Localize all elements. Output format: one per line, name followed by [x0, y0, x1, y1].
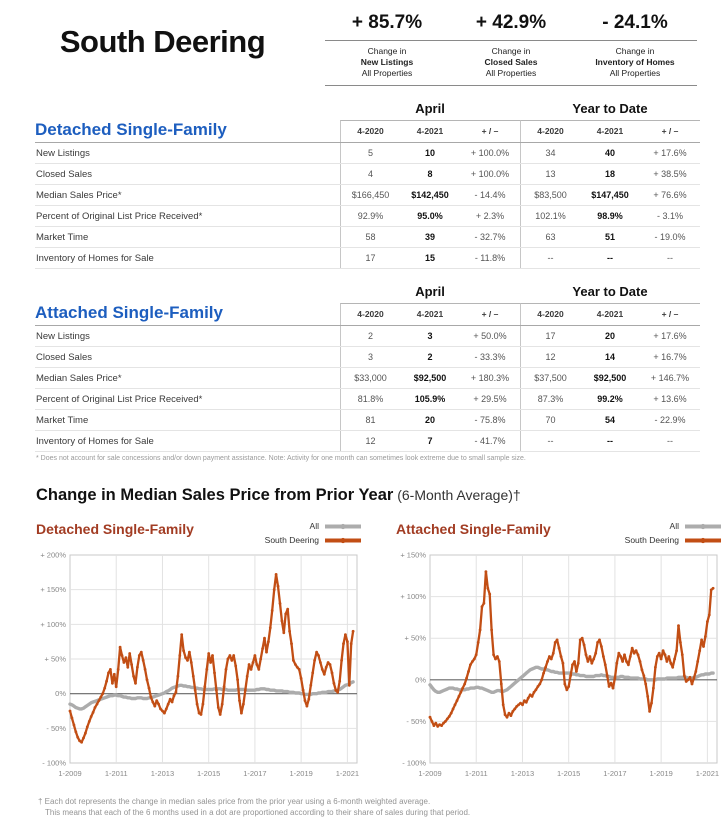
table-cell: 10 — [424, 147, 435, 158]
group-header-ytd: Year to Date — [572, 101, 648, 116]
table-cell: -- — [667, 435, 673, 446]
line-chart-detached — [30, 549, 364, 786]
legend-line-south-deering-icon — [324, 536, 362, 545]
stat-inventory-label — [573, 46, 697, 79]
charts-section-title — [36, 486, 725, 505]
table-cell: 2 — [427, 351, 433, 362]
table-cell: 40 — [604, 147, 615, 158]
table-cell: 2 — [340, 326, 400, 346]
table-row — [35, 326, 700, 347]
stat-inventory-value: - 24.1% — [602, 12, 668, 33]
summary-stat-descriptions — [325, 41, 697, 85]
svg-text:- 50%: - 50% — [406, 716, 426, 726]
table-cell: 13 — [520, 164, 580, 184]
table-row — [35, 431, 700, 452]
table-cell: + 146.7% — [650, 372, 690, 383]
row-label: Inventory of Homes for Sale — [36, 252, 154, 264]
table-cell: - 11.8% — [474, 252, 506, 263]
table-detached-single-family — [35, 99, 700, 269]
table-cell: 81 — [340, 410, 400, 430]
chart-canvas-attached — [390, 549, 724, 781]
stat-desc-line: All Properties — [361, 68, 413, 78]
legend-line-south-deering-icon — [684, 536, 722, 545]
table-cell: 14 — [604, 351, 615, 362]
chart-panel-detached — [30, 509, 364, 786]
table-footnote: * Does not account for sale concessions and/or down payment assistance. Note: Activity for one month can sometimes look extreme due to small sample size. — [36, 455, 526, 462]
table-cell: -- — [520, 431, 580, 451]
stat-desc-line: Inventory of Homes — [595, 57, 675, 67]
table-cell: + 100.0% — [470, 147, 510, 158]
table-subheader-row — [35, 120, 700, 143]
table-cell: 3 — [340, 347, 400, 367]
table-cell: 99.2% — [597, 393, 623, 404]
table-row — [35, 410, 700, 431]
stat-desc-line: All Properties — [609, 68, 661, 78]
svg-text:+ 100%: + 100% — [40, 619, 66, 629]
table-cell: 34 — [520, 143, 580, 163]
table-row — [35, 347, 700, 368]
report-header — [0, 0, 725, 86]
group-header-april: April — [415, 101, 445, 116]
column-header: 4-2021 — [400, 120, 460, 142]
page-title: South Deering — [59, 24, 266, 59]
table-cell: 95.0% — [417, 210, 443, 221]
column-header: + / – — [640, 303, 700, 325]
table-cell: 54 — [604, 414, 615, 425]
section-title-detached: Detached Single-Family — [35, 120, 227, 139]
svg-text:+ 50%: + 50% — [404, 633, 426, 643]
summary-stat-values — [325, 10, 697, 40]
table-cell: -- — [667, 252, 673, 263]
table-row — [35, 164, 700, 185]
table-cell: + 76.6% — [653, 189, 687, 200]
table-row — [35, 248, 700, 269]
legend-label-south-deering: South Deering — [264, 535, 319, 545]
column-header: 4-2020 — [340, 303, 400, 325]
table-cell: 5 — [340, 143, 400, 163]
charts-title-bold: Change in Median Sales Price from Prior Year — [36, 486, 394, 504]
svg-text:+ 200%: + 200% — [40, 550, 66, 560]
table-cell: -- — [607, 252, 613, 263]
svg-text:1-2011: 1-2011 — [104, 769, 128, 778]
svg-text:1-2017: 1-2017 — [603, 769, 627, 778]
chart-footnote-line1: † Each dot represents the change in median sales price from the prior year using a 6-month weighted average. — [38, 797, 431, 806]
svg-text:1-2021: 1-2021 — [695, 769, 720, 778]
stat-closed-sales-label — [449, 46, 573, 79]
table-subheader-row — [35, 303, 700, 326]
svg-text:1-2015: 1-2015 — [557, 769, 581, 778]
table-cell: 7 — [427, 435, 433, 446]
table-cell: $83,500 — [520, 185, 580, 205]
table-cell: $92,500 — [413, 372, 447, 383]
chart-title-detached: Detached Single-Family — [36, 521, 194, 537]
table-cell: 39 — [424, 231, 435, 242]
group-header-april: April — [415, 284, 445, 299]
table-cell: + 17.6% — [653, 147, 687, 158]
table-cell: + 13.6% — [653, 393, 687, 404]
table-cell: 51 — [604, 231, 615, 242]
stat-new-listings-label — [325, 46, 449, 79]
legend-label-all: All — [309, 521, 319, 531]
stat-desc-line: Closed Sales — [484, 57, 538, 67]
charts-title-light: (6-Month Average)† — [393, 487, 521, 503]
table-cell: $37,500 — [520, 368, 580, 388]
table-cell: $166,450 — [340, 185, 400, 205]
column-header: 4-2020 — [520, 120, 580, 142]
table-cell: 58 — [340, 227, 400, 247]
svg-text:- 100%: - 100% — [42, 758, 66, 768]
column-header: 4-2020 — [340, 120, 400, 142]
stat-desc-line: Change in — [491, 46, 531, 56]
row-label: Percent of Original List Price Received* — [36, 393, 203, 405]
stat-desc-line: Change in — [367, 46, 407, 56]
row-label: Inventory of Homes for Sale — [36, 435, 154, 447]
table-cell: 20 — [604, 330, 615, 341]
table-cell: 17 — [520, 326, 580, 346]
row-label: New Listings — [36, 330, 90, 342]
table-row — [35, 185, 700, 206]
svg-text:0%: 0% — [415, 675, 426, 685]
line-chart-attached — [390, 549, 724, 786]
stat-desc-line: Change in — [615, 46, 655, 56]
svg-text:+ 50%: + 50% — [44, 654, 66, 664]
table-cell: $142,450 — [411, 189, 449, 200]
row-label: Percent of Original List Price Received* — [36, 210, 203, 222]
table-cell: + 180.3% — [470, 372, 510, 383]
column-header: 4-2021 — [580, 120, 640, 142]
group-header-ytd: Year to Date — [572, 284, 648, 299]
row-label: Closed Sales — [36, 168, 92, 180]
legend-item-south-deering — [265, 533, 362, 547]
table-cell: + 50.0% — [473, 330, 507, 341]
table-cell: 3 — [427, 330, 433, 341]
legend-line-all-icon — [324, 522, 362, 531]
chart-canvas-detached — [30, 549, 364, 781]
table-cell: 63 — [520, 227, 580, 247]
table-attached-single-family — [35, 282, 700, 452]
column-header: + / – — [460, 120, 520, 142]
table-cell: - 33.3% — [474, 351, 506, 362]
table-cell: - 22.9% — [654, 414, 686, 425]
table-cell: 12 — [520, 347, 580, 367]
table-row — [35, 368, 700, 389]
table-row — [35, 206, 700, 227]
chart-legend — [625, 519, 722, 547]
table-body — [35, 326, 700, 452]
table-cell: + 100.0% — [470, 168, 510, 179]
summary-stats — [325, 10, 697, 86]
svg-text:1-2019: 1-2019 — [289, 769, 313, 778]
row-label: New Listings — [36, 147, 90, 159]
legend-line-all-icon — [684, 522, 722, 531]
table-cell: $147,450 — [591, 189, 629, 200]
table-cell: 81.8% — [340, 389, 400, 409]
table-cell: + 17.6% — [653, 330, 687, 341]
column-header: + / – — [460, 303, 520, 325]
svg-text:0%: 0% — [55, 689, 66, 699]
row-label: Median Sales Price* — [36, 189, 122, 201]
chart-panels — [30, 509, 720, 786]
svg-text:1-2013: 1-2013 — [510, 769, 535, 778]
chart-panel-attached — [390, 509, 724, 786]
legend-label-south-deering: South Deering — [624, 535, 679, 545]
row-label: Median Sales Price* — [36, 372, 122, 384]
chart-panel-header — [390, 509, 724, 547]
table-cell: $33,000 — [340, 368, 400, 388]
table-cell: 87.3% — [520, 389, 580, 409]
table-cell: 102.1% — [520, 206, 580, 226]
table-cell: - 75.8% — [474, 414, 506, 425]
table-cell: 12 — [340, 431, 400, 451]
chart-footnote-line2: This means that each of the 6 months used in a dot are proportioned according to their share of sales during that period. — [45, 808, 471, 817]
svg-text:- 100%: - 100% — [402, 758, 426, 768]
table-cell: 70 — [520, 410, 580, 430]
legend-item-all — [670, 519, 722, 533]
table-cell: + 16.7% — [653, 351, 687, 362]
svg-text:1-2019: 1-2019 — [649, 769, 673, 778]
table-row — [35, 143, 700, 164]
table-cell: - 32.7% — [474, 231, 506, 242]
stat-new-listings-value: + 85.7% — [351, 12, 423, 33]
table-cell: + 29.5% — [473, 393, 507, 404]
table-cell: 15 — [424, 252, 435, 263]
table-cell: - 41.7% — [474, 435, 506, 446]
chart-title-attached: Attached Single-Family — [396, 521, 551, 537]
row-label: Closed Sales — [36, 351, 92, 363]
column-header: 4-2021 — [400, 303, 460, 325]
table-cell: 8 — [427, 168, 433, 179]
table-cell: 4 — [340, 164, 400, 184]
table-row — [35, 227, 700, 248]
svg-text:1-2017: 1-2017 — [243, 769, 267, 778]
stat-desc-line: All Properties — [485, 68, 537, 78]
table-cell: + 38.5% — [653, 168, 687, 179]
table-cell: $92,500 — [593, 372, 627, 383]
row-label: Market Time — [36, 231, 89, 243]
svg-text:1-2011: 1-2011 — [464, 769, 488, 778]
svg-text:1-2021: 1-2021 — [335, 769, 360, 778]
table-cell: 18 — [604, 168, 615, 179]
svg-text:1-2009: 1-2009 — [418, 769, 442, 778]
table-cell: 17 — [340, 248, 400, 268]
table-group-header-row — [35, 99, 700, 120]
table-cell: - 3.1% — [656, 210, 683, 221]
divider — [325, 85, 697, 86]
table-cell: + 2.3% — [475, 210, 505, 221]
svg-text:1-2013: 1-2013 — [150, 769, 175, 778]
table-group-header-row — [35, 282, 700, 303]
table-cell: - 19.0% — [654, 231, 686, 242]
chart-legend — [265, 519, 362, 547]
legend-label-all: All — [669, 521, 679, 531]
table-cell: - 14.4% — [474, 189, 506, 200]
table-row — [35, 389, 700, 410]
column-header: 4-2021 — [580, 303, 640, 325]
svg-text:- 50%: - 50% — [46, 723, 66, 733]
row-label: Market Time — [36, 414, 89, 426]
table-cell: -- — [520, 248, 580, 268]
svg-text:+ 150%: + 150% — [40, 585, 66, 595]
chart-footnote — [38, 796, 725, 818]
svg-text:1-2015: 1-2015 — [197, 769, 221, 778]
legend-item-all — [310, 519, 362, 533]
legend-item-south-deering — [625, 533, 722, 547]
svg-text:+ 100%: + 100% — [400, 592, 426, 602]
column-header: 4-2020 — [520, 303, 580, 325]
table-cell: -- — [607, 435, 613, 446]
section-title-attached: Attached Single-Family — [35, 303, 223, 322]
table-cell: 105.9% — [414, 393, 446, 404]
chart-panel-header — [30, 509, 364, 547]
table-cell: 98.9% — [597, 210, 623, 221]
stat-desc-line: New Listings — [360, 57, 414, 67]
stat-closed-sales-value: + 42.9% — [475, 12, 547, 33]
svg-text:+ 150%: + 150% — [400, 550, 426, 560]
table-body — [35, 143, 700, 269]
table-cell: 92.9% — [340, 206, 400, 226]
svg-text:1-2009: 1-2009 — [58, 769, 82, 778]
column-header: + / – — [640, 120, 700, 142]
table-cell: 20 — [424, 414, 435, 425]
